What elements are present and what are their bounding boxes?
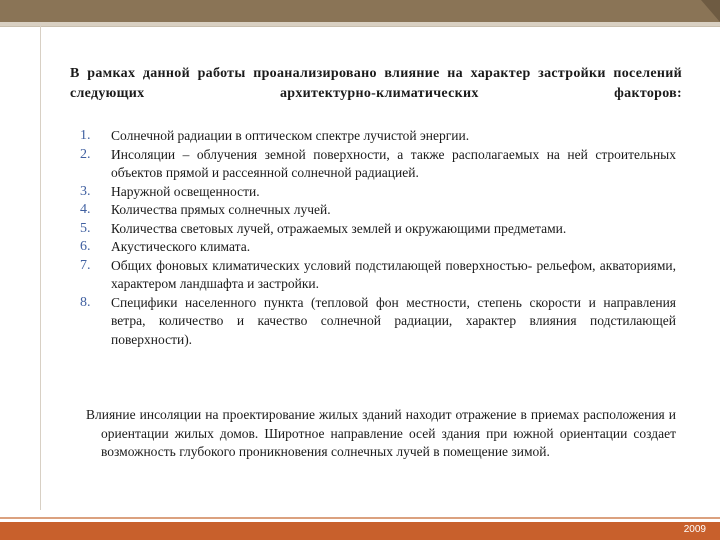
header-bar — [0, 0, 720, 22]
list-item-number: 7. — [80, 257, 91, 273]
list-item-number: 4. — [80, 202, 91, 217]
header-divider — [0, 26, 720, 27]
list-item — [80, 127, 676, 146]
list-item-number: 3. — [80, 183, 91, 199]
page-number: 2009 — [683, 524, 706, 535]
list-item — [80, 294, 676, 350]
footer-bar — [0, 522, 720, 540]
list-item-number: 2. — [80, 146, 91, 162]
list-item-number: 1. — [80, 128, 91, 143]
list-item-text: Специфики населенного пункта (тепловой фон местности, степень скорости и направления ветра, количество и качество солнечной радиации, характер влияния подстилающей поверхности). — [111, 294, 676, 347]
conclusion-paragraph: Влияние инсоляции на проектирование жилых зданий находит отражение в приемах расположения и ориентации жилых домов. Широтное направление осей здания при южной ориентации создает возможность глубокого проникновения солнечных лучей в помещение зимой. — [86, 407, 676, 459]
list-item-text: Инсоляции – облучения земной поверхности, а также располагаемых на ней строительных объектов прямой и рассеянной солнечной радиацией. — [111, 146, 676, 180]
list-item-text: Количества прямых солнечных лучей. — [111, 202, 331, 217]
left-margin-rule — [40, 22, 41, 510]
list-item-text: Количества световых лучей, отражаемых землей и окружающими предметами. — [111, 220, 567, 236]
list-item-number: 5. — [80, 220, 91, 236]
list-item — [80, 220, 676, 239]
list-item-text: Наружной освещенности. — [111, 183, 260, 199]
header-corner-decoration — [701, 0, 720, 22]
list-item — [80, 183, 676, 202]
list-item — [80, 201, 676, 220]
factor-list — [80, 127, 676, 349]
list-item-text: Солнечной радиации в оптическом спектре лучистой энергии. — [111, 128, 470, 143]
list-item-number: 8. — [80, 294, 91, 310]
footer-divider — [0, 517, 720, 519]
list-item — [80, 257, 676, 294]
list-item-text: Акустического климата. — [111, 239, 251, 254]
list-item — [80, 146, 676, 183]
list-item-text: Общих фоновых климатических условий подстилающей поверхностью- рельефом, акваториями, характером ландшафта и застройки. — [111, 257, 676, 291]
intro-paragraph: В рамках данной работы проанализировано влияние на характер застройки поселений следующих архитектурно-климатических факторов: — [70, 66, 682, 101]
list-item — [80, 238, 676, 257]
list-item-number: 6. — [80, 239, 91, 254]
